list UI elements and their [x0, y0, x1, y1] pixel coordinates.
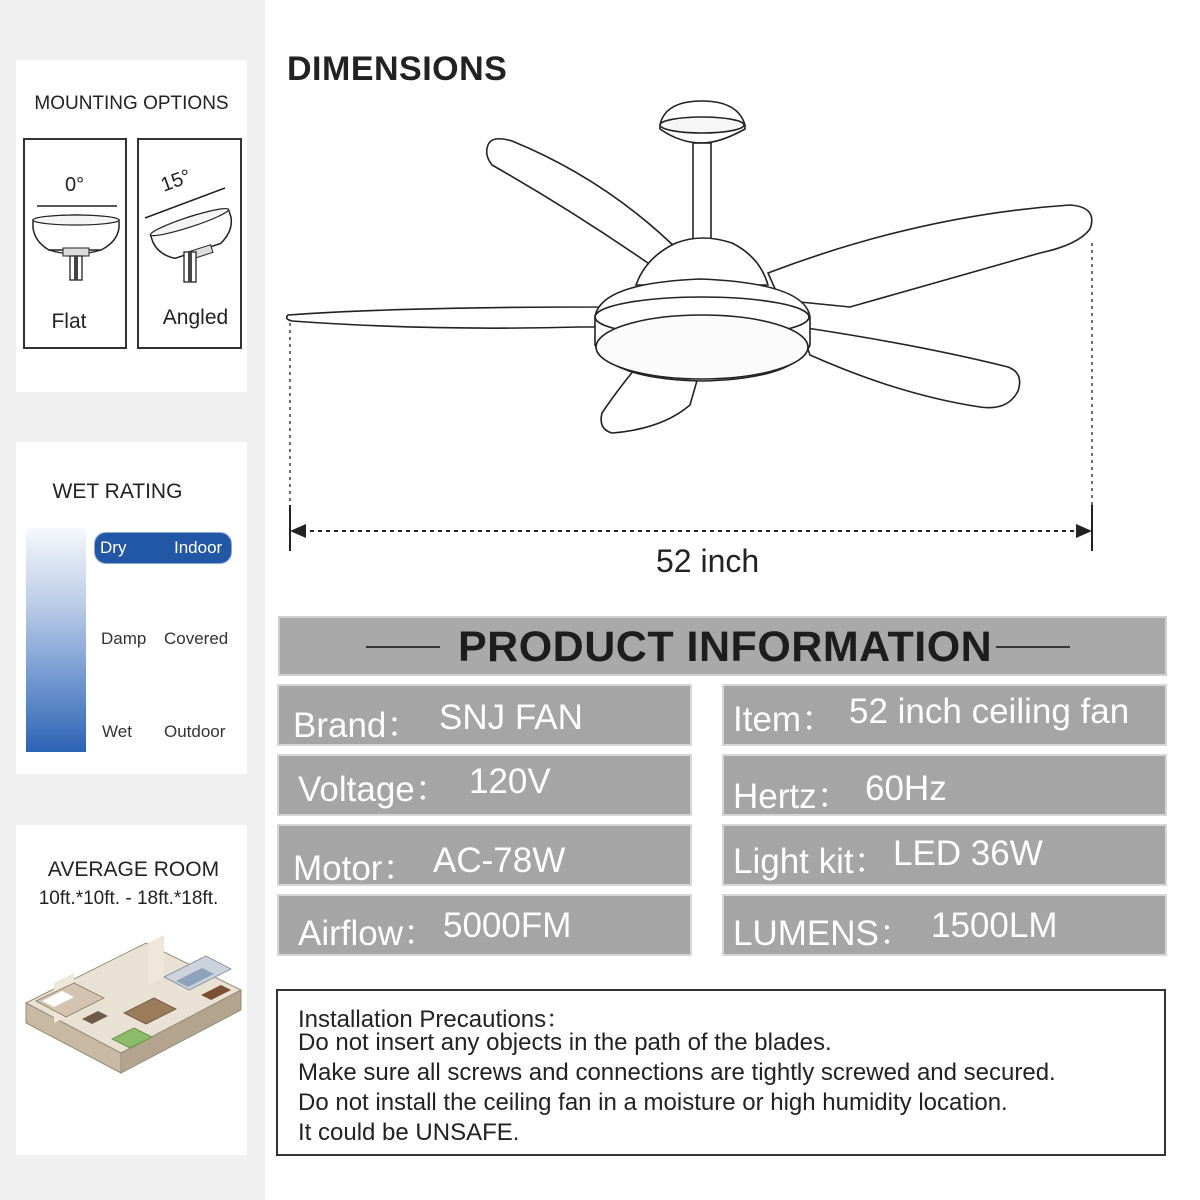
ceiling-fan-diagram: [280, 95, 1110, 565]
spec-motor-label: Motor：: [293, 849, 418, 888]
spec-airflow-value: 5000FM: [443, 906, 572, 945]
spec-hertz-value: 60Hz: [865, 769, 947, 808]
product-information-title: PRODUCT INFORMATION: [458, 623, 993, 671]
installation-line-3: Do not install the ceiling fan in a moisture or high humidity location.: [298, 1089, 1008, 1116]
wet-location-outdoor: Outdoor: [164, 722, 226, 741]
spec-brand-label: Brand：: [293, 706, 422, 745]
header-rule-right: [996, 646, 1070, 648]
wet-location-indoor: Indoor: [174, 538, 223, 557]
spec-light-kit-label: Light kit：: [733, 842, 889, 881]
installation-precautions-box: [276, 989, 1166, 1156]
flat-mount-option: [23, 138, 127, 349]
wet-rating-gradient: [26, 528, 86, 752]
spec-item-value: 52 inch ceiling fan: [849, 692, 1130, 731]
spec-hertz: [722, 754, 1167, 816]
average-room-title: AVERAGE ROOM: [47, 858, 220, 881]
angled-label: Angled: [162, 306, 229, 329]
wet-level-dry: Dry: [100, 538, 127, 557]
wet-location-covered: Covered: [164, 629, 229, 648]
spec-motor-value: AC-78W: [433, 841, 566, 880]
spec-lumens-label: LUMENS：: [733, 914, 914, 953]
average-room-card: [16, 825, 247, 1155]
product-information-header: [278, 616, 1167, 676]
wet-rating-title: WET RATING: [52, 480, 183, 503]
spec-light-kit: [722, 824, 1167, 886]
spec-motor: [277, 824, 692, 886]
span-measurement-label: 52 inch: [656, 543, 760, 579]
installation-line-1: Do not insert any objects in the path of the blades.: [298, 1029, 832, 1056]
wet-level-damp: Damp: [101, 629, 147, 648]
header-rule-left: [366, 646, 440, 648]
angled-degree: 15°: [157, 165, 194, 197]
spec-voltage-label: Voltage：: [298, 770, 450, 809]
installation-line-2: Make sure all screws and connections are tightly screwed and secured.: [298, 1059, 1056, 1086]
angled-mount-option: [137, 138, 242, 349]
mounting-options-title: MOUNTING OPTIONS: [34, 93, 229, 114]
spec-brand-value: SNJ FAN: [439, 698, 583, 737]
dimensions-title: DIMENSIONS: [287, 50, 508, 88]
flat-label: Flat: [51, 310, 87, 333]
spec-brand: [277, 684, 692, 746]
spec-item-label: Item：: [733, 700, 837, 739]
spec-voltage-value: 120V: [469, 762, 551, 801]
spec-airflow-label: Airflow：: [298, 914, 439, 953]
room-layout-illustration: [16, 935, 247, 1110]
spec-voltage: [277, 754, 692, 816]
average-room-size: 10ft.*10ft. - 18ft.*18ft.: [38, 888, 219, 909]
spec-lumens-value: 1500LM: [931, 906, 1058, 945]
spec-airflow: [277, 894, 692, 956]
left-sidebar: [0, 0, 265, 1200]
spec-item: [722, 684, 1167, 746]
spec-hertz-label: Hertz：: [733, 777, 852, 816]
wet-rating-card: [16, 442, 247, 774]
flat-degree: 0°: [65, 174, 85, 196]
wet-level-wet: Wet: [102, 722, 132, 741]
spec-light-kit-value: LED 36W: [893, 834, 1043, 873]
installation-line-4: It could be UNSAFE.: [298, 1119, 520, 1146]
mounting-options-card: [16, 60, 247, 392]
spec-lumens: [722, 894, 1167, 956]
installation-heading: Installation Precautions：: [298, 1006, 571, 1033]
